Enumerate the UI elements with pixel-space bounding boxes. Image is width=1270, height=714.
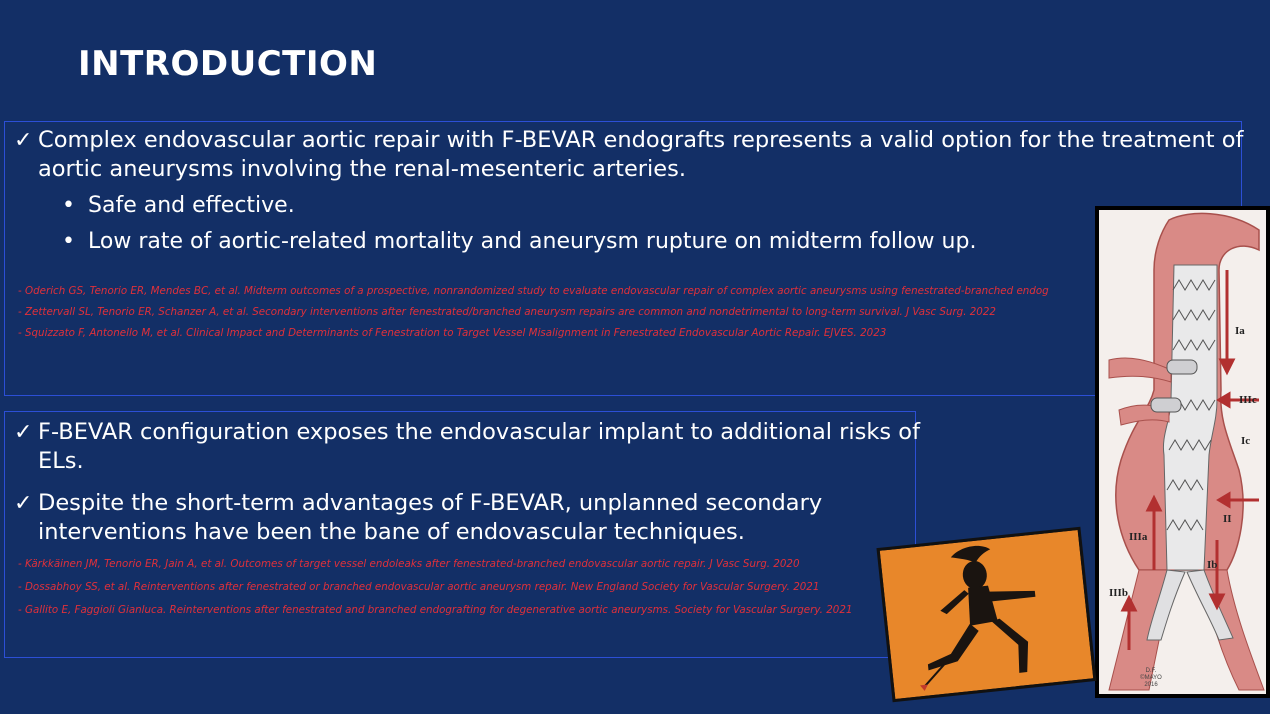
diagram-label-ib: Ib (1207, 559, 1218, 571)
reference-dossabhoy: - Dossabhoy SS, et al. Reinterventions after fenestrated or branched endovascular aortic aneurysm repair. New England Society for Vascular Surgery. 2021 (18, 581, 820, 593)
diagram-label-iiib: IIIb (1109, 587, 1128, 599)
slide-title: INTRODUCTION (78, 44, 378, 84)
bullet-safe (62, 192, 295, 220)
bullet-icon: • (62, 229, 75, 254)
bullet-text: Safe and effective. (88, 193, 295, 218)
diagram-label-iiic: IIIc (1239, 394, 1257, 406)
reference-zettervall: - Zettervall SL, Tenorio ER, Schanzer A, et al. Secondary interventions after fenestrated/branched aneurysm repairs are common and nondetrimental to long-term survival. J Vasc Surg. 2022 (18, 306, 996, 318)
bullet-text: Low rate of aortic-related mortality and aneurysm rupture on midterm follow up. (88, 229, 977, 254)
diagram-label-ic: Ic (1241, 435, 1251, 447)
reference-karkkainen: - Kärkkäinen JM, Tenorio ER, Jain A, et al. Outcomes of target vessel endoleaks after fenestrated-branched endovascular aortic repair. J Vasc Surg. 2020 (18, 558, 800, 570)
diagram-label-ia: Ia (1235, 325, 1245, 337)
diagram-label-ii: II (1223, 513, 1232, 525)
diagram-signature-3: 2016 (1144, 682, 1158, 688)
checkpoint-text-line2: ELs. (38, 448, 84, 474)
checkpoint-secondary-interventions (4, 489, 916, 547)
diagram-label-iiia: IIIa (1129, 531, 1148, 543)
checkpoint-text-line2: aortic aneurysms involving the renal-mesenteric arteries. (38, 156, 687, 182)
checkpoint-complex-repair (4, 126, 1242, 184)
bullet-icon: • (62, 193, 75, 218)
reference-oderich: - Oderich GS, Tenorio ER, Mendes BC, et al. Midterm outcomes of a prospective, nonrandomized study to evaluate endovascular repair of complex aortic aneurysms using fenestrated-branched endog (18, 285, 1049, 297)
aortic-graft-illustration (1099, 210, 1266, 694)
reference-squizzato: - Squizzato F, Antonello M, et al. Clinical Impact and Determinants of Fenestration to Target Vessel Misalignment in Fenestrated Endovascular Aortic Repair. EJVES. 2023 (18, 327, 887, 339)
reference-gallito: - Gallito E, Faggioli Gianluca. Reinterventions after fenestrated and branched endografting for degenerative aortic aneurysms. Society for Vascular Surgery. 2021 (18, 604, 853, 616)
checkmark-icon: ✓ (14, 128, 33, 153)
checkpoint-text-line1: Complex endovascular aortic repair with F-BEVAR endografts represents a valid option for the treatment of (38, 127, 1244, 153)
checkpoint-text-line1: F-BEVAR configuration exposes the endovascular implant to additional risks of (38, 419, 920, 445)
diagram-signature-1: D.F. (1145, 668, 1157, 674)
checkpoint-text-line1: Despite the short-term advantages of F-BEVAR, unplanned secondary (38, 490, 823, 516)
checkmark-icon: ✓ (14, 491, 33, 516)
bullet-low-rate (62, 228, 976, 256)
greek-warrior-image (876, 527, 1096, 703)
checkpoint-configuration (4, 418, 920, 476)
checkmark-icon: ✓ (14, 420, 33, 445)
warrior-illustration (880, 530, 1093, 699)
diagram-signature-2: ©MAYO (1140, 675, 1162, 681)
endoleak-diagram (1095, 206, 1270, 698)
checkpoint-text-line2: interventions have been the bane of endovascular techniques. (38, 519, 745, 545)
